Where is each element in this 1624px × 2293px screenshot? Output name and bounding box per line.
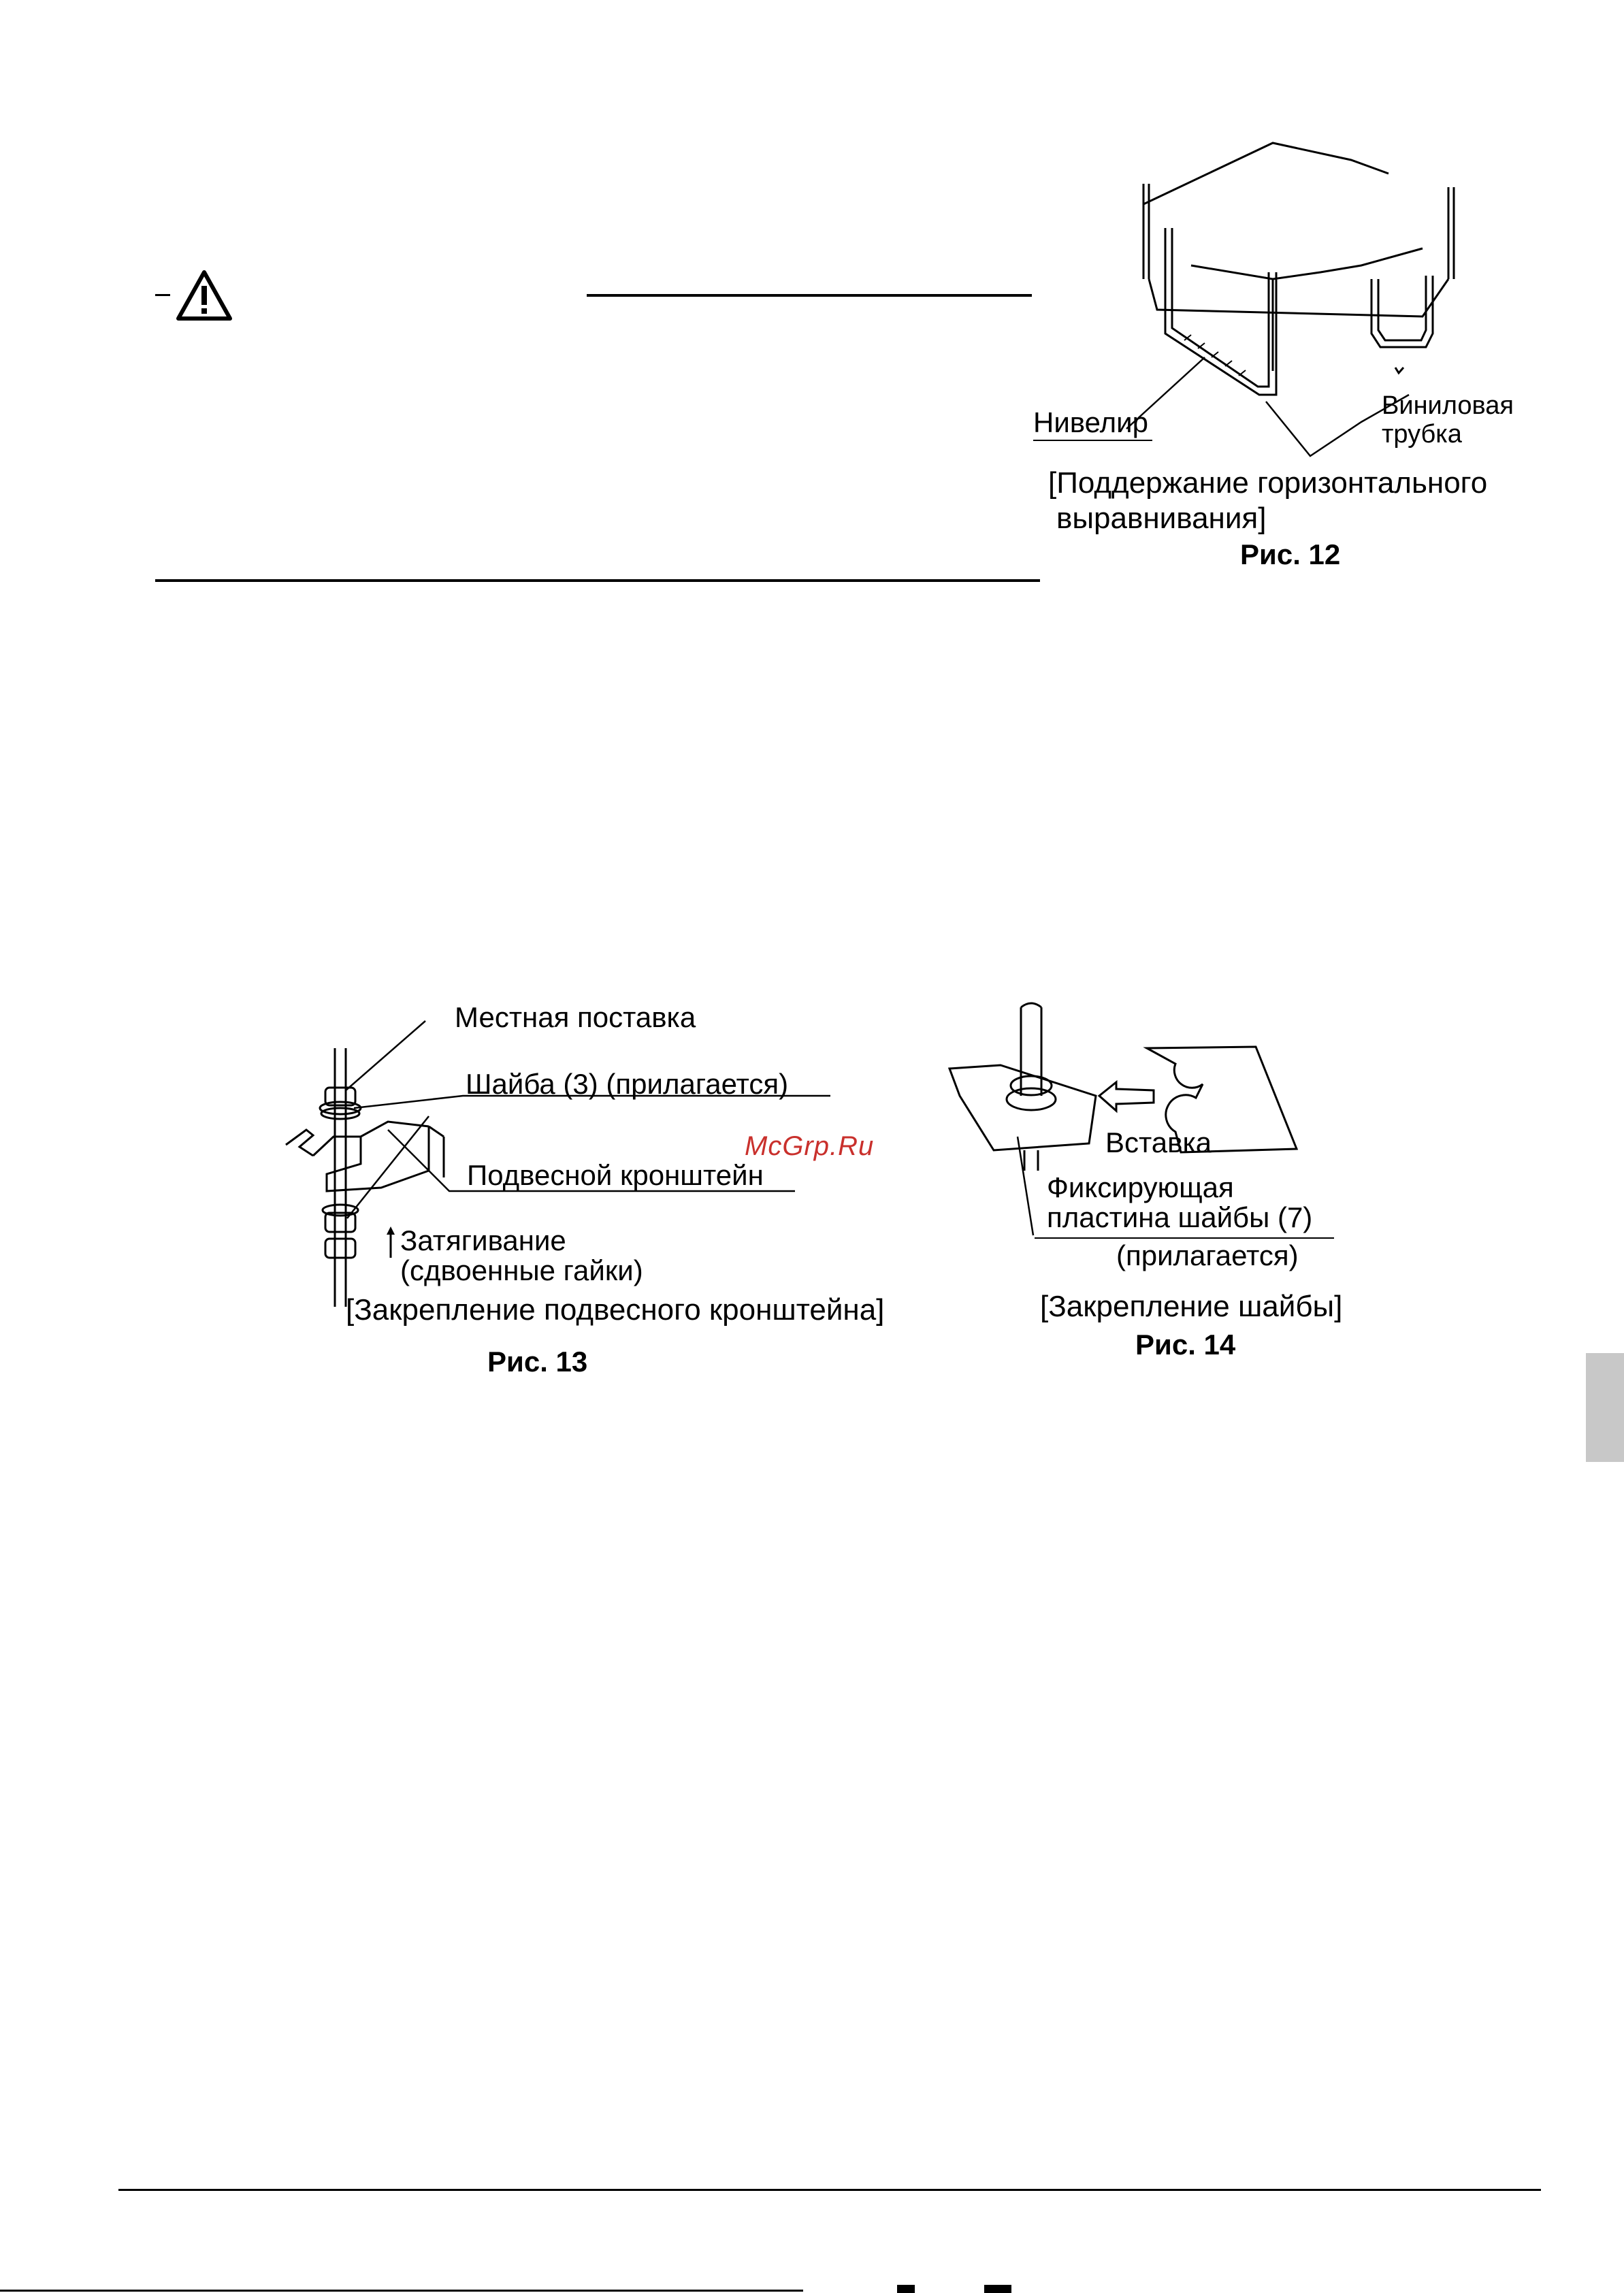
label-tighten-line2: (сдвоенные гайки)	[400, 1254, 643, 1286]
tighten-arrow-icon	[385, 1226, 396, 1259]
caption-fig13: [Закрепление подвесного кронштейна]	[346, 1293, 885, 1327]
label-suspension-bracket: Подвесной кронштейн	[467, 1159, 764, 1191]
bottom-edge-mark-2	[984, 2285, 1011, 2293]
warning-bottom-rule	[155, 579, 1040, 582]
figure-12-number: Рис. 12	[1240, 538, 1341, 570]
warning-triangle-icon	[176, 270, 233, 321]
label-insert: Вставка	[1105, 1126, 1212, 1158]
warning-dash	[155, 294, 170, 296]
caption-fig14: [Закрепление шайбы]	[1040, 1290, 1343, 1323]
warning-top-rule	[587, 294, 1032, 297]
label-local-supply: Местная поставка	[455, 1001, 696, 1033]
figure-13-number: Рис. 13	[487, 1346, 588, 1378]
label-washer-plate-line1: Фиксирующая	[1047, 1171, 1234, 1203]
caption-fig12-line2: выравнивания]	[1056, 502, 1267, 535]
label-washer-plate-line2: пластина шайбы (7)	[1047, 1201, 1313, 1233]
label-washer-plate-line3: (прилагается)	[1116, 1239, 1299, 1271]
bottom-edge-mark-1	[897, 2285, 915, 2293]
label-vinyl-tube-line1: Виниловая	[1382, 391, 1514, 420]
watermark: McGrp.Ru	[745, 1131, 875, 1161]
label-tighten-line1: Затягивание	[400, 1224, 566, 1256]
footer-rule	[118, 2189, 1541, 2191]
figure-14-number: Рис. 14	[1135, 1329, 1236, 1361]
caption-fig12-line1: [Поддержание горизонтального	[1048, 466, 1488, 500]
label-washer: Шайба (3) (прилагается)	[466, 1068, 789, 1100]
figure-12-drawing	[1123, 136, 1477, 436]
washer-plate-underline	[1035, 1237, 1334, 1239]
bottom-edge-rule	[0, 2290, 803, 2292]
side-tab	[1586, 1353, 1624, 1462]
label-leveler: Нивелир	[1033, 406, 1148, 438]
leveler-underline	[1033, 440, 1152, 441]
label-vinyl-tube-line2: трубка	[1382, 420, 1462, 449]
